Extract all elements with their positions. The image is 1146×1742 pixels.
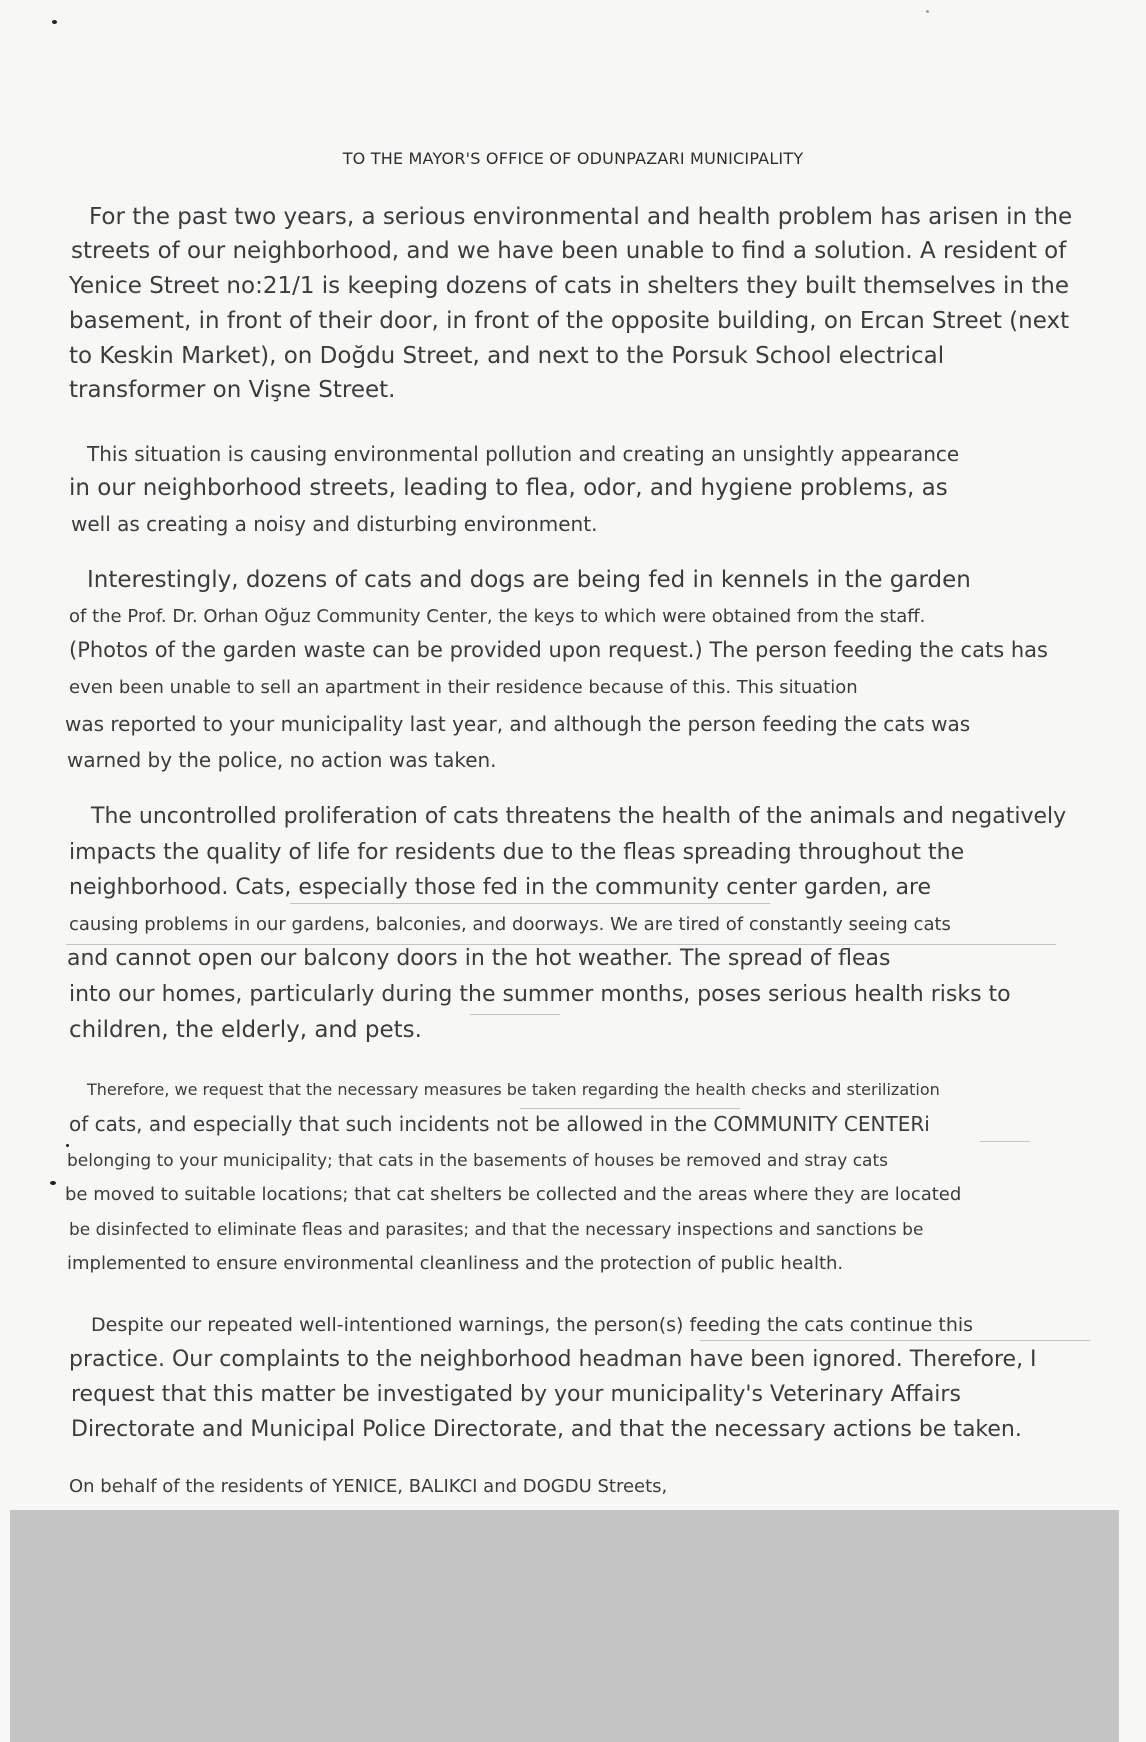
paragraph-5-line-1: Therefore, we request that the necessary measures be taken regarding the health checks and sterilization — [87, 1080, 940, 1099]
paragraph-1-line-2: streets of our neighborhood, and we have been unable to find a solution. A resident of — [71, 238, 1067, 264]
paragraph-3-line-1: Interestingly, dozens of cats and dogs are being fed in kennels in the garden — [87, 567, 971, 593]
paragraph-6-line-4: Directorate and Municipal Police Directorate, and that the necessary actions be taken. — [71, 1417, 1022, 1442]
letter-title: TO THE MAYOR'S OFFICE OF ODUNPAZARI MUNICIPALITY — [342, 149, 804, 168]
paragraph-5-line-5: be disinfected to eliminate fleas and parasites; and that the necessary inspections and sanctions be — [69, 1220, 924, 1240]
scan-smudge — [290, 903, 770, 904]
paragraph-3-line-5: was reported to your municipality last year, and although the person feeding the cats was — [65, 712, 971, 736]
paragraph-6-line-3: request that this matter be investigated by your municipality's Veterinary Affairs — [71, 1382, 961, 1407]
paragraph-2-line-2: in our neighborhood streets, leading to flea, odor, and hygiene problems, as — [69, 475, 948, 501]
paragraph-5-line-2: of cats, and especially that such incidents not be allowed in the COMMUNITY CENTERi — [69, 1112, 930, 1136]
scan-smudge — [66, 944, 1056, 945]
paragraph-1-line-1: For the past two years, a serious environmental and health problem has arisen in the — [89, 204, 1073, 230]
scan-smudge — [520, 1108, 740, 1109]
scan-smudge — [980, 1141, 1030, 1142]
paragraph-4-line-7: children, the elderly, and pets. — [69, 1017, 422, 1043]
paragraph-2-line-3: well as creating a noisy and disturbing environment. — [71, 512, 598, 536]
paragraph-2-line-1: This situation is causing environmental pollution and creating an unsightly appearance — [87, 442, 960, 466]
paragraph-1-line-5: to Keskin Market), on Doğdu Street, and next to the Porsuk School electrical — [69, 343, 945, 369]
paragraph-1-line-6: transformer on Vişne Street. — [69, 377, 396, 403]
paragraph-6-line-2: practice. Our complaints to the neighborhood headman have been ignored. Therefore, I — [69, 1347, 1037, 1372]
closing-line: On behalf of the residents of YENICE, BALIKCI and DOGDU Streets, — [69, 1476, 668, 1497]
redacted-block — [10, 1510, 1119, 1742]
paragraph-5-line-4: be moved to suitable locations; that cat shelters be collected and the areas where they are located — [65, 1184, 962, 1205]
paragraph-4-line-3: neighborhood. Cats, especially those fed in the community center garden, are — [69, 875, 932, 900]
paragraph-4-line-1: The uncontrolled proliferation of cats threatens the health of the animals and negatively — [91, 804, 1067, 829]
paragraph-3-line-3: (Photos of the garden waste can be provided upon request.) The person feeding the cats has — [69, 638, 1048, 662]
paragraph-1-line-4: basement, in front of their door, in front of the opposite building, on Ercan Street (next — [69, 308, 1070, 334]
paragraph-4-line-5: and cannot open our balcony doors in the hot weather. The spread of fleas — [67, 946, 891, 971]
paragraph-4-line-4: causing problems in our gardens, balconies, and doorways. We are tired of constantly seeing cats — [69, 914, 951, 935]
paragraph-3-line-4: even been unable to sell an apartment in their residence because of this. This situation — [69, 677, 858, 698]
paragraph-4-line-6: into our homes, particularly during the summer months, poses serious health risks to — [69, 982, 1011, 1007]
paragraph-4-line-2: impacts the quality of life for residents due to the fleas spreading throughout the — [69, 840, 965, 865]
paragraph-6-line-1: Despite our repeated well-intentioned warnings, the person(s) feeding the cats continue this — [91, 1314, 974, 1336]
paragraph-1-line-3: Yenice Street no:21/1 is keeping dozens of cats in shelters they built themselves in the — [69, 273, 1070, 299]
scan-smudge — [700, 1340, 1090, 1341]
scan-speck — [52, 20, 57, 24]
scan-speck — [50, 1181, 56, 1185]
paragraph-5-line-6: implemented to ensure environmental cleanliness and the protection of public health. — [67, 1253, 844, 1274]
scan-speck — [66, 1144, 69, 1147]
scan-speck — [926, 10, 929, 13]
paragraph-3-line-2: of the Prof. Dr. Orhan Oğuz Community Center, the keys to which were obtained from the staff. — [69, 606, 926, 627]
paragraph-5-line-3: belonging to your municipality; that cats in the basements of houses be removed and stray cats — [67, 1151, 888, 1171]
scan-smudge — [470, 1014, 560, 1015]
paragraph-3-line-6: warned by the police, no action was taken. — [67, 748, 497, 772]
